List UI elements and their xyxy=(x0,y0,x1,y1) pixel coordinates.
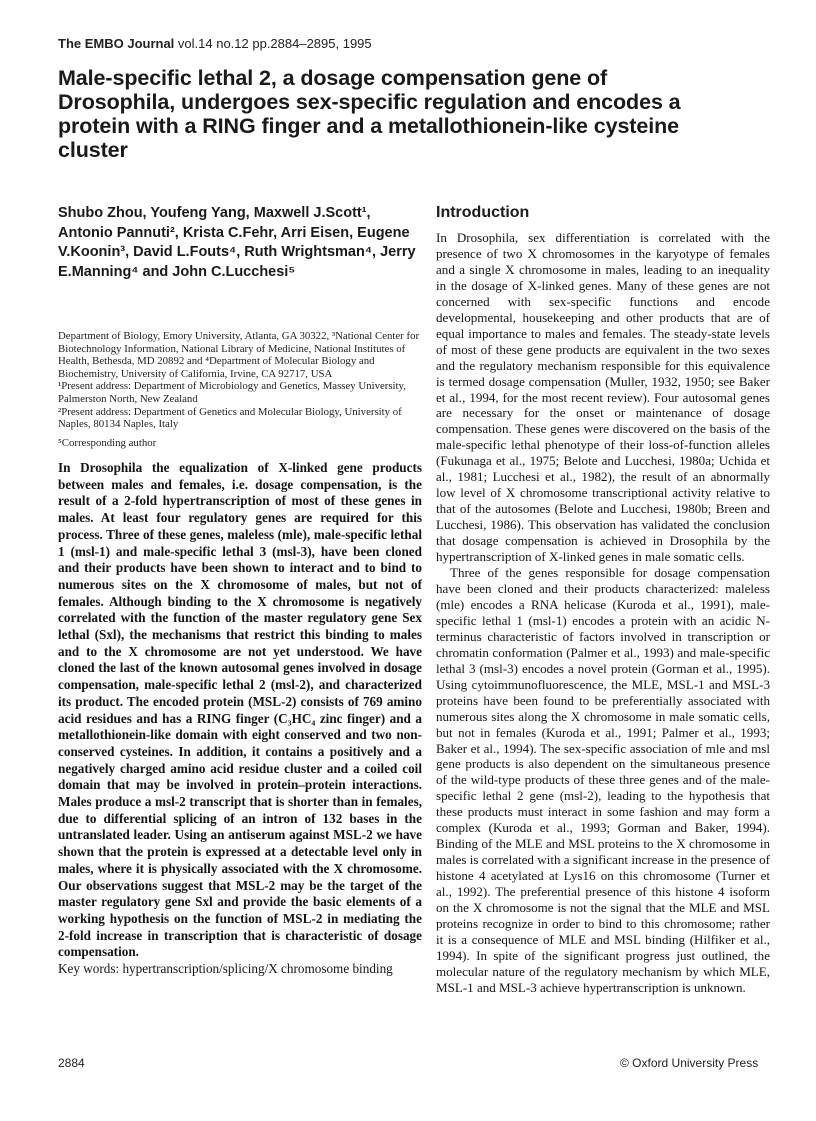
article-title: Male-specific lethal 2, a dosage compensation gene of Drosophila, undergoes sex-specific regulation and encodes a protein with a RING finger and a metallothionein-like cysteine cluster xyxy=(58,66,681,162)
page-number: 2884 xyxy=(58,1056,85,1070)
affiliation-note-2: ²Present address: Department of Genetics and Molecular Biology, University of Naples, 80134 Naples, Italy xyxy=(58,405,402,431)
introduction-paragraph: In Drosophila, sex differentiation is correlated with the presence of two X chromosomes in the karyotype of females and a single X chromosome in males, leading to an inequality in the dosage of X-linked genes. Many of these genes are not concerned with sex-specific functions and encode developmental, housekeeping and other products that are of equal importance to males and females. The steady-state levels of most of these gene products are equivalent in the two sexes and the regulatory mechanism responsible for this equivalence is termed dosage compensation (Muller, 1932, 1950; see Baker et al., 1994, for the most recent review). Four autosomal genes are necessary for the onset or maintenance of dosage compensation. These genes were discovered on the basis of the male-specific lethal phenotype of their loss-of-function alleles (Fukunaga et al., 1975; Belote and Lucchesi, 1980a; Uchida et al., 1981; Lucchesi et al., 1982), the result of an abnormally low level of X chromosome transcriptional activity relative to that of the autosomes (Belote and Lucchesi, 1980b; Breen and Lucchesi, 1986). This observation has validated the conclusion that dosage compensation is achieved in Drosophila by the hypertranscription of X-linked genes in male somatic cells. xyxy=(436,230,770,565)
author-list: Shubo Zhou, Youfeng Yang, Maxwell J.Scott¹, Antonio Pannuti², Krista C.Fehr, Arri Eisen, Eugene V.Koonin³, David L.Fouts⁴, Ruth Wrightsman⁴, Jerry E.Manning⁴ and John C.Lucchesi⁵ xyxy=(58,205,416,280)
abstract-text: In Drosophila the equalization of X-linked gene products between males and females, i.e. dosage compensation, is the result of a 2-fold hypertranscription of most of these genes in males. At least four regulatory genes are required for this process. Three of these genes, maleless (mle), male-specific lethal 1 (msl-1) and male-specific lethal 3 (msl-3), have been cloned and their products have been shown to interact and to bind to numerous sites on the X chromosome of males, but not of females. Although binding to the X chromosome is negatively correlated with the function of the master regulatory gene Sex lethal (Sxl), the mechanisms that restrict this binding to males and to the X chromosome are not yet understood. We have cloned the last of the known autosomal genes involved in dosage compensation, male-specific lethal 2 (msl-2), and characterized its product. The encoded protein (MSL-2) consists of 769 amino acid residues and has a RING finger (C₃HC₄ zinc finger) and a metallothionein-like domain with eight conserved and two non-conserved cysteines. In addition, it contains a positively and a negatively charged amino acid residue cluster and a coiled coil domain that may be involved in protein–protein interactions. Males produce a msl-2 transcript that is shorter than in females, due to differential splicing of an intron of 132 bases in the untranslated leader. Using an antiserum against MSL-2 we have shown that the protein is expressed at a detectable level only in males, where it is physically associated with the X chromosome. Our observations suggest that MSL-2 may be the target of the master regulatory gene Sxl and provide the basic elements of a working hypothesis on the function of MSL-2 in mediating the 2-fold increase in transcription that is characteristic of dosage compensation. xyxy=(58,460,422,960)
introduction-body xyxy=(436,230,770,996)
affiliation-note-1: ¹Present address: Department of Microbiology and Genetics, Massey University, Palmerston North, New Zealand xyxy=(58,380,406,405)
copyright-notice: © Oxford University Press xyxy=(620,1056,759,1070)
journal-citation xyxy=(58,36,372,51)
affiliation-main: Department of Biology, Emory University, Atlanta, GA 30322, ³National Center for Biotechnology Information, National Library of Medicine, National Institutes of Health, Bethesda, MD 20892 and ⁴Department of Molecular Biology and Biochemistry, University of California, Irvine, CA 92717, USA xyxy=(58,330,420,380)
affiliations xyxy=(58,330,420,449)
introduction-heading: Introduction xyxy=(436,204,530,221)
abstract xyxy=(58,460,422,978)
keywords: Key words: hypertranscription/splicing/X chromosome binding xyxy=(58,961,393,977)
journal-details: vol.14 no.12 pp.2884–2895, 1995 xyxy=(174,36,372,51)
corresponding-author-note: ⁵Corresponding author xyxy=(58,436,157,449)
journal-name: The EMBO Journal xyxy=(58,36,175,51)
introduction-paragraph: Three of the genes responsible for dosage compensation have been cloned and their products characterized: maleless (mle) encodes a RNA helicase (Kuroda et al., 1991), male-specific lethal 1 (msl-1) encodes a protein with an acidic N-terminus characteristic of factors involved in transcription or chromatin conformation (Palmer et al., 1993) and male-specific lethal 3 (msl-3) encodes a novel protein (Gorman et al., 1995). Using cytoimmunofluorescence, the MLE, MSL-1 and MSL-3 proteins have been found to be preferentially associated with numerous sites along the X chromosome in male somatic cells, but not in females (Kuroda et al., 1991; Palmer et al., 1993; Baker et al., 1994). The sex-specific association of mle and msl gene products is also dependent on the simultaneous presence of the wild-type products of these three genes and of the male-specific lethal 2 gene (msl-2), leading to the hypothesis that these products must interact in some fashion and may form a complex (Kuroda et al., 1993; Gorman and Baker, 1994). Binding of the MLE and MSL proteins to the X chromosome in males is correlated with a significant increase in the presence of histone 4 acetylated at Lys16 on this chromosome (Turner et al., 1992). The preferential presence of this histone 4 isoform on the X chromosome is not the signal that the MLE and MSL proteins recognize in order to bind to this chromosome; rather it is a consequence of MLE and MSL binding (Hilfiker et al., 1994). In spite of the significant progress just outlined, the molecular nature of the regulatory mechanism by which MLE, MSL-1 and MSL-3 achieve hypertranscription is unknown. xyxy=(436,565,770,995)
